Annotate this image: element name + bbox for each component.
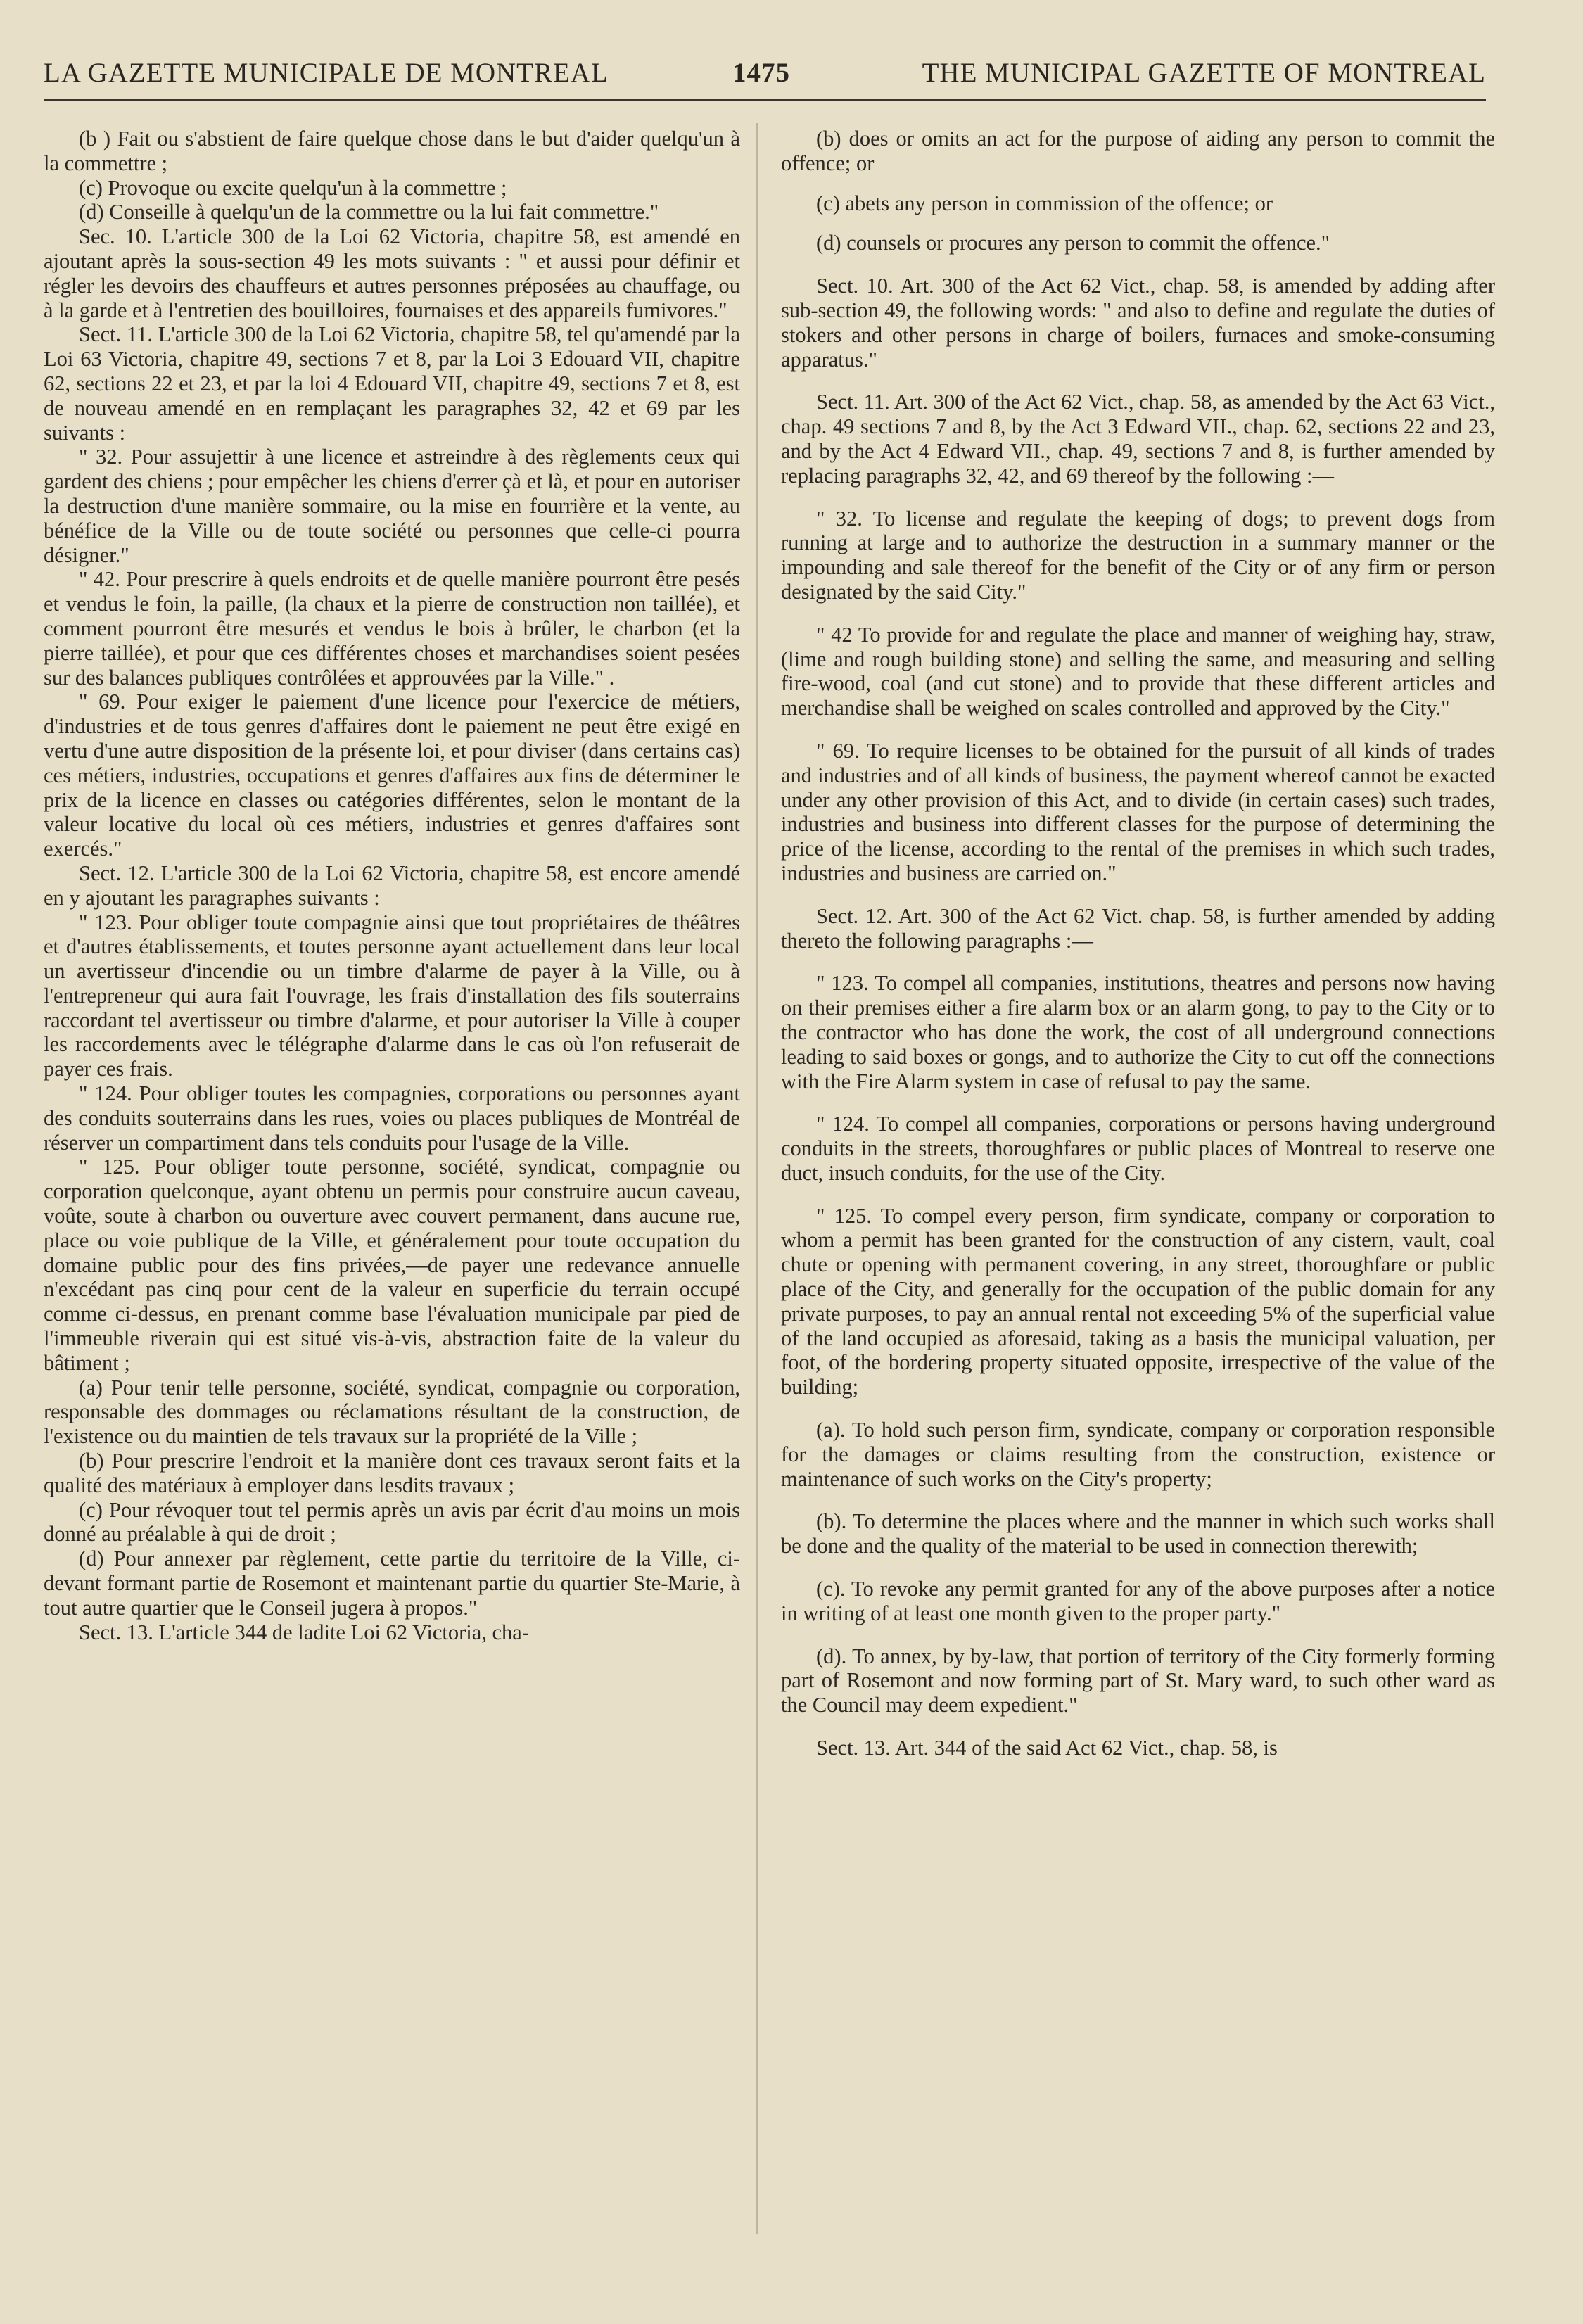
en-para-125c: (c). To revoke any permit granted for any of the above purposes after a notice in writing of at least one month given to the proper party." xyxy=(781,1577,1495,1625)
en-para-125d: (d). To annex, by by-law, that portion of territory of the City formerly forming part of Rosemont and now forming part of St. Mary ward, to such other ward as the Council may deem expedient." xyxy=(781,1644,1495,1717)
en-sect-12: Sect. 12. Art. 300 of the Act 62 Vict. chap. 58, is further amended by adding thereto the following paragraphs :— xyxy=(781,903,1495,953)
en-para-32: " 32. To license and regulate the keeping of dogs; to prevent dogs from running at large and to authorize the destruction in a summary manner or the impounding and sale thereof for the benefit of the City or of any firm or person designated by the said City." xyxy=(781,506,1495,604)
english-column xyxy=(781,127,1495,1779)
fr-para-125c: (c) Pour révoquer tout tel permis après un avis par écrit d'au moins un mois donné au préalable à qui de droit ; xyxy=(44,1497,740,1547)
en-sect-13: Sect. 13. Art. 344 of the said Act 62 Vict., chap. 58, is xyxy=(816,1736,1278,1760)
en-para-c: (c) abets any person in commission of the offence; or xyxy=(816,191,1273,215)
en-sect-10: Sect. 10. Art. 300 of the Act 62 Vict., chap. 58, is amended by adding after sub-section 49, the following words: " and also to define and regulate the duties of stokers and other persons in charge of boilers, furnaces and smoke-consuming apparatus." xyxy=(781,274,1495,372)
fr-para-125: " 125. Pour obliger toute personne, société, syndicat, compagnie ou corporation quelconque, ayant obtenu un permis pour construire aucun caveau, voûte, soute à charbon ou ouverture avec couvert permanent, dans aucune rue, place ou voie publique de la Ville, et généralement pour toute occupation du domaine public pour des fins privées,—de payer une redevance annuelle n'excédant pas cinq pour cent de la valeur en superficie du terrain occupé comme ci-dessus, en prenant comme base l'évaluation municipale par pied de l'immeuble riverain qui est situé vis-à-vis, abstraction faite de la valeur du bâtiment ; xyxy=(44,1155,740,1375)
fr-para-b: (b ) Fait ou s'abstient de faire quelque chose dans le but d'aider quelqu'un à la commettre ; xyxy=(44,127,740,175)
fr-para-125b: (b) Pour prescrire l'endroit et la manière dont ces travaux seront faits et la qualité des matériaux à employer dans lesdits travaux ; xyxy=(44,1449,740,1497)
en-para-123: " 123. To compel all companies, institutions, theatres and persons now having on their premises either a fire alarm box or an alarm gong, to pay to the City or to the contractor who has done the work, the cost of all underground connections leading to said boxes or gongs, and to authorize the City to cut off the connections with the Fire Alarm system in case of refusal to pay the same. xyxy=(781,971,1495,1093)
fr-para-32: " 32. Pour assujettir à une licence et astreindre à des règlements ceux qui gardent des chiens ; pour empêcher les chiens d'errer çà et là, et pour en autoriser la destruction d'une manière sommaire, ou la mise en fourrière et la vente, au bénéfice de la Ville ou de toute société ou personnes que celle-ci pourra désigner." xyxy=(44,445,740,567)
french-column xyxy=(44,127,740,1644)
en-sect-11: Sect. 11. Art. 300 of the Act 62 Vict., chap. 58, as amended by the Act 63 Vict., chap. 49 sections 7 and 8, by the Act 3 Edward VII., chap. 62, sections 22 and 23, and by the Act 4 Edward VII., chap. 49, sections 7 and 8, is further amended by replacing paragraphs 32, 42, and 69 thereof by the following :— xyxy=(781,390,1495,488)
en-para-42: " 42 To provide for and regulate the place and manner of weighing hay, straw, (lime and rough building stone) and selling the same, and measuring and selling fire-wood, coal (and cut stone) and to provide that these different articles and merchandise shall be weighed on scales controlled and approved by the City." xyxy=(781,622,1495,720)
header-rule xyxy=(44,99,1486,101)
fr-para-c: (c) Provoque ou excite quelqu'un à la commettre ; xyxy=(79,175,507,200)
fr-sect-12: Sect. 12. L'article 300 de la Loi 62 Victoria, chapitre 58, est encore amendé en y ajoutant les paragraphes suivants : xyxy=(44,861,740,910)
column-divider xyxy=(756,123,758,2234)
fr-sect-13: Sect. 13. L'article 344 de ladite Loi 62 Victoria, cha- xyxy=(79,1620,529,1644)
page-number: 1475 xyxy=(732,57,790,88)
fr-para-125a: (a) Pour tenir telle personne, société, syndicat, compagnie ou corporation, responsable des dommages ou réclamations résultant de la construction, de l'existence ou du maintien de tels travaux sur la propriété de la Ville ; xyxy=(44,1375,740,1449)
fr-para-124: " 124. Pour obliger toutes les compagnies, corporations ou personnes ayant des conduits souterrains dans les rues, voies ou places publiques de Montréal de réserver un compartiment dans tels conduits pour l'usage de la Ville. xyxy=(44,1081,740,1155)
header-french-title: LA GAZETTE MUNICIPALE DE MONTREAL xyxy=(44,57,609,88)
en-para-69: " 69. To require licenses to be obtained for the pursuit of all kinds of trades and industries and of all kinds of business, the payment whereof cannot be exacted under any other provision of this Act, and to divide (in certain cases) such trades, industries and business into different classes for the purpose of determining the price of the license, according to the rental of the premises in which such trades, industries and business are carried on." xyxy=(781,738,1495,885)
fr-para-d: (d) Conseille à quelqu'un de la commettre ou la lui fait commettre." xyxy=(79,200,659,224)
fr-para-69: " 69. Pour exiger le paiement d'une licence pour l'exercice de métiers, d'industries et de tous genres d'affaires dont le paiement ne peut être exigé en vertu d'une autre disposition de la présente loi, et pour diviser (dans certains cas) ces métiers, industries, occupations et genres d'affaires aux fins de déterminer le prix de la licence en classes ou catégories différentes, selon le montant de la valeur locative du local où ces métiers, industries et genres d'affaires sont exercés." xyxy=(44,690,740,861)
en-para-125a: (a). To hold such person firm, syndicate, company or corporation responsible for the damages or claims resulting from the construction, existence or maintenance of such works on the City's property; xyxy=(781,1418,1495,1491)
fr-para-123: " 123. Pour obliger toute compagnie ainsi que tout propriétaires de théâtres et d'autres établissements, et toutes personne ayant actuellement dans leur local un avertisseur d'incendie ou un timbre d'alarme de payer à la Ville, ou à l'entrepreneur qui aura fait l'ouvrage, les frais d'installation des fils souterrains raccordant tel avertisseur ou timbre d'alarme, et pour autoriser la Ville à couper les raccordements avec le télégraphe d'alarme dans le cas où l'on refuserait de payer ces frais. xyxy=(44,910,740,1081)
fr-para-125d: (d) Pour annexer par règlement, cette partie du territoire de la Ville, ci-devant formant partie de Rosemont et maintenant partie du quartier Ste-Marie, à tout autre quartier que le Conseil jugera à propos." xyxy=(44,1547,740,1620)
en-para-b: (b) does or omits an act for the purpose of aiding any person to commit the offence; or xyxy=(781,127,1495,175)
en-para-124: " 124. To compel all companies, corporations or persons having underground conduits in the streets, thoroughfares or public places of Montreal to reserve one duct, insuch conduits, for the use of the City. xyxy=(781,1112,1495,1185)
fr-para-42: " 42. Pour prescrire à quels endroits et de quelle manière pourront être pesés et vendus le foin, la paille, (la chaux et la pierre de construction non taillée), et comment pourront être mesurés et vendus le bois à brûler, le charbon (et la pierre taillée), et pour que ces différentes choses et marchandises soient pesées sur des balances publiques contrôlées et approuvées par la Ville." . xyxy=(44,567,740,690)
header-english-title: THE MUNICIPAL GAZETTE OF MONTREAL xyxy=(922,57,1486,88)
page-header xyxy=(44,48,1486,97)
fr-sect-11: Sect. 11. L'article 300 de la Loi 62 Victoria, chapitre 58, tel qu'amendé par la Loi 63 Victoria, chapitre 49, sections 7 et 8, par la Loi 3 Edouard VII, chapitre 62, sections 22 et 23, et par la loi 4 Edouard VII, chapitre 49, sections 7 et 8, est de nouveau amendé en en remplaçant les paragraphes 32, 42 et 69 par les suivants : xyxy=(44,322,740,445)
en-para-125b: (b). To determine the places where and the manner in which such works shall be done and the quality of the material to be used in connection therewith; xyxy=(781,1509,1495,1558)
en-para-125: " 125. To compel every person, firm syndicate, company or corporation to whom a permit has been granted for the construction of any cistern, vault, coal chute or opening with permanent covering, in any street, thoroughfare or public place of the City, and generally for the occupation of the public domain for any private purposes, to pay an annual rental not exceeding 5% of the superficial value of the land occupied as aforesaid, taking as a basis the municipal valuation, per foot, of the bordering property situated opposite, irrespective of the value of the building; xyxy=(781,1203,1495,1399)
en-para-d: (d) counsels or procures any person to commit the offence." xyxy=(816,231,1330,255)
fr-sect-10: Sec. 10. L'article 300 de la Loi 62 Victoria, chapitre 58, est amendé en ajoutant après la sous-section 49 les mots suivants : " et aussi pour définir et régler les devoirs des chauffeurs et autres personnes préposées au chauffage, ou à la garde et à l'entretien des bouilloires, fournaises et des appareils fumivores." xyxy=(44,224,740,322)
